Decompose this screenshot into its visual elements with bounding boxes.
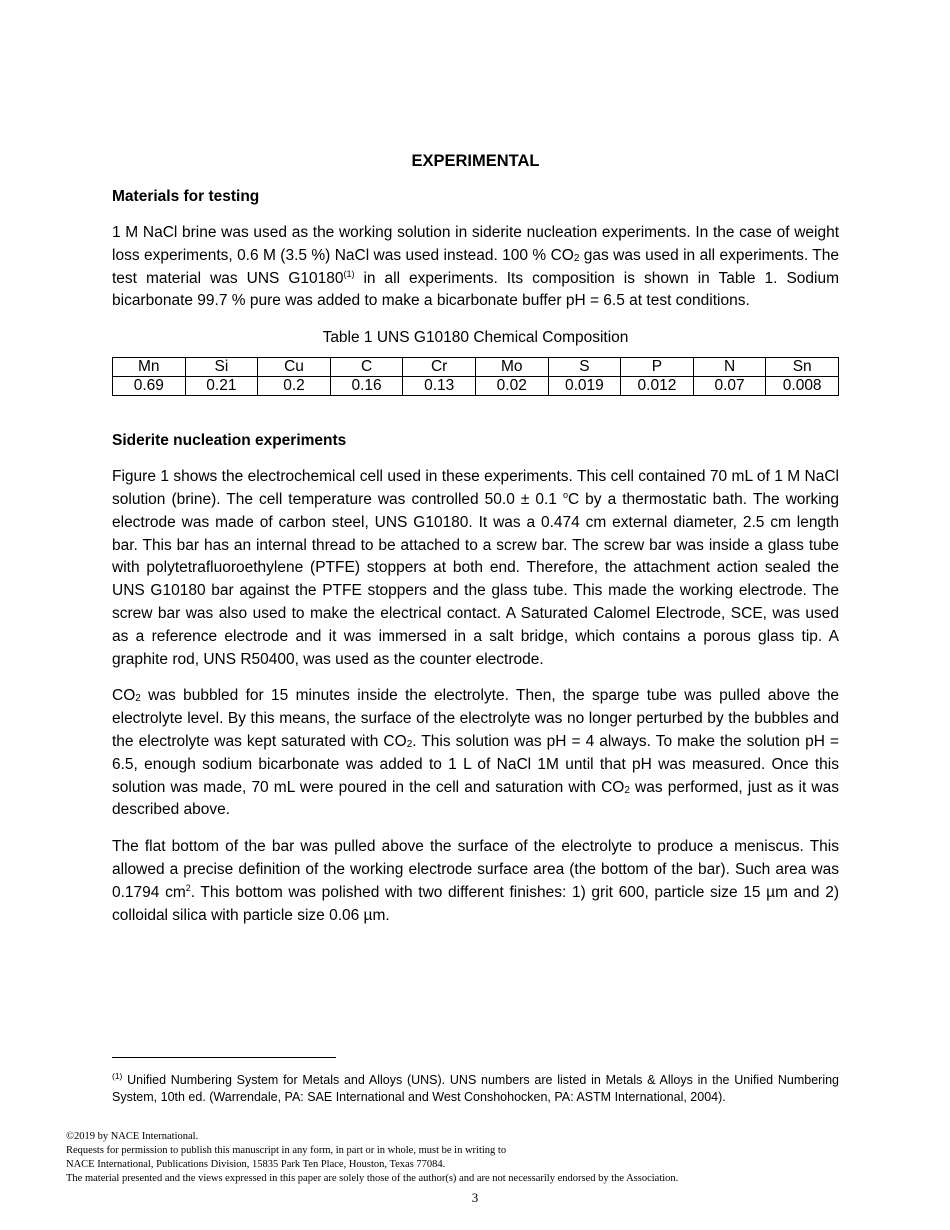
table-value-cell: 0.019 (548, 377, 621, 396)
address-line: NACE International, Publications Division, 15835 Park Ten Place, Houston, Texas 77084. (66, 1159, 446, 1170)
materials-heading: Materials for testing (112, 188, 260, 205)
table-header-cell: Si (185, 358, 258, 377)
disclaimer-line: The material presented and the views expressed in this paper are solely those of the author(s) and are not necessarily endorsed by the Association. (66, 1173, 679, 1184)
table-value-cell: 0.21 (185, 377, 258, 396)
composition-table (112, 357, 839, 396)
footnote-marker: (1) (112, 1071, 123, 1081)
table-header-cell: S (548, 358, 621, 377)
permission-line: Requests for permission to publish this manuscript in any form, in part or in whole, must be in writing to (66, 1145, 507, 1156)
table-value-cell: 0.012 (621, 377, 694, 396)
table-header-cell: Sn (766, 358, 839, 377)
siderite-paragraph-3: The flat bottom of the bar was pulled above the surface of the electrolyte to produce a meniscus. This allowed a precise definition of the working electrode surface area (the bottom of the bar). Such area was 0.1794 cm$^2$. This bottom was polished with two different finishes: 1) grit 600, particle size 15 µm and 2) colloidal silica with particle size 0.06 µm. (112, 838, 839, 924)
table-header-cell: Cr (403, 358, 476, 377)
siderite-paragraph-1: Figure 1 shows the electrochemical cell used in these experiments. This cell contained 70 mL of 1 M NaCl solution (brine). The cell temperature was controlled 50.0 ± 0.1 $^o$C by a thermostatic bath. The working electrode was made of carbon steel, UNS G10180. It was a 0.474 cm external diameter, 2.5 cm length bar. This bar has an internal thread to be attached to a screw bar. The screw bar was inside a glass tube with polytetrafluoroethylene (PTFE) stoppers at both end. Therefore, the attachment action sealed the UNS G10180 bar against the PTFE stoppers and the glass tube. This made the working electrode. The screw bar was also used to make the electrical contact. A Saturated Calomel Electrode, SCE, was used as a reference electrode and it was immersed in a salt bridge, which contains a porous glass tip. A graphite rod, UNS R50400, was used as the counter electrode. (112, 468, 839, 668)
table-header-row (113, 358, 839, 377)
footnote-divider (112, 1057, 336, 1058)
main-content (112, 150, 839, 927)
table-header-cell: C (330, 358, 403, 377)
table-value-cell: 0.2 (258, 377, 331, 396)
page-number: 3 (471, 1190, 479, 1205)
materials-paragraph: 1 M NaCl brine was used as the working solution in siderite nucleation experiments. In the case of weight loss experiments, 0.6 M (3.5 %) NaCl was used instead. 100 % $CO_2$ gas was used in all experiments. The test material was UNS G10180$^{(1)}$ in all experiments. Its composition is shown in Table 1. Sodium bicarbonate 99.7 % pure was added to make a bicarbonate buffer pH = 6.5 at test conditions. (112, 224, 840, 310)
table-header-cell: P (621, 358, 694, 377)
table-header-cell: Mn (113, 358, 186, 377)
footnote (112, 1068, 839, 1105)
table-value-cell: 0.008 (766, 377, 839, 396)
section-title: EXPERIMENTAL (411, 152, 540, 170)
table-value-cell: 0.13 (403, 377, 476, 396)
table-row (113, 377, 839, 396)
copyright-notice (66, 1130, 886, 1186)
table-header-cell: Mo (475, 358, 548, 377)
table-value-cell: 0.16 (330, 377, 403, 396)
table-value-cell: 0.69 (113, 377, 186, 396)
table-value-cell: 0.02 (475, 377, 548, 396)
copyright-line: ©2019 by NACE International. (66, 1131, 199, 1142)
table-value-cell: 0.07 (693, 377, 766, 396)
siderite-paragraph-2: $CO_2$ was bubbled for 15 minutes inside the electrolyte. Then, the sparge tube was pulled above the electrolyte level. By this means, the surface of the electrolyte was no longer perturbed by the bubbles and the electrolyte was kept saturated with $CO_2$. This solution was pH = 4 always. To make the solution pH = 6.5, enough sodium bicarbonate was added to 1 L of NaCl 1M until that pH was measured. Once this solution was made, 70 mL were poured in the cell and saturation with $CO_2$ was performed, just as it was described above. (112, 687, 839, 819)
table-header-cell: Cu (258, 358, 331, 377)
footnote-text: Unified Numbering System for Metals and Alloys (UNS). UNS numbers are listed in Metals & Alloys in the Unified Numbering System, 10th ed. (Warrendale, PA: SAE International and West Conshohocken, PA: ASTM International, 2004). (112, 1073, 839, 1104)
table-caption: Table 1 UNS G10180 Chemical Composition (322, 329, 629, 347)
table-header-cell: N (693, 358, 766, 377)
siderite-heading: Siderite nucleation experiments (112, 432, 347, 450)
